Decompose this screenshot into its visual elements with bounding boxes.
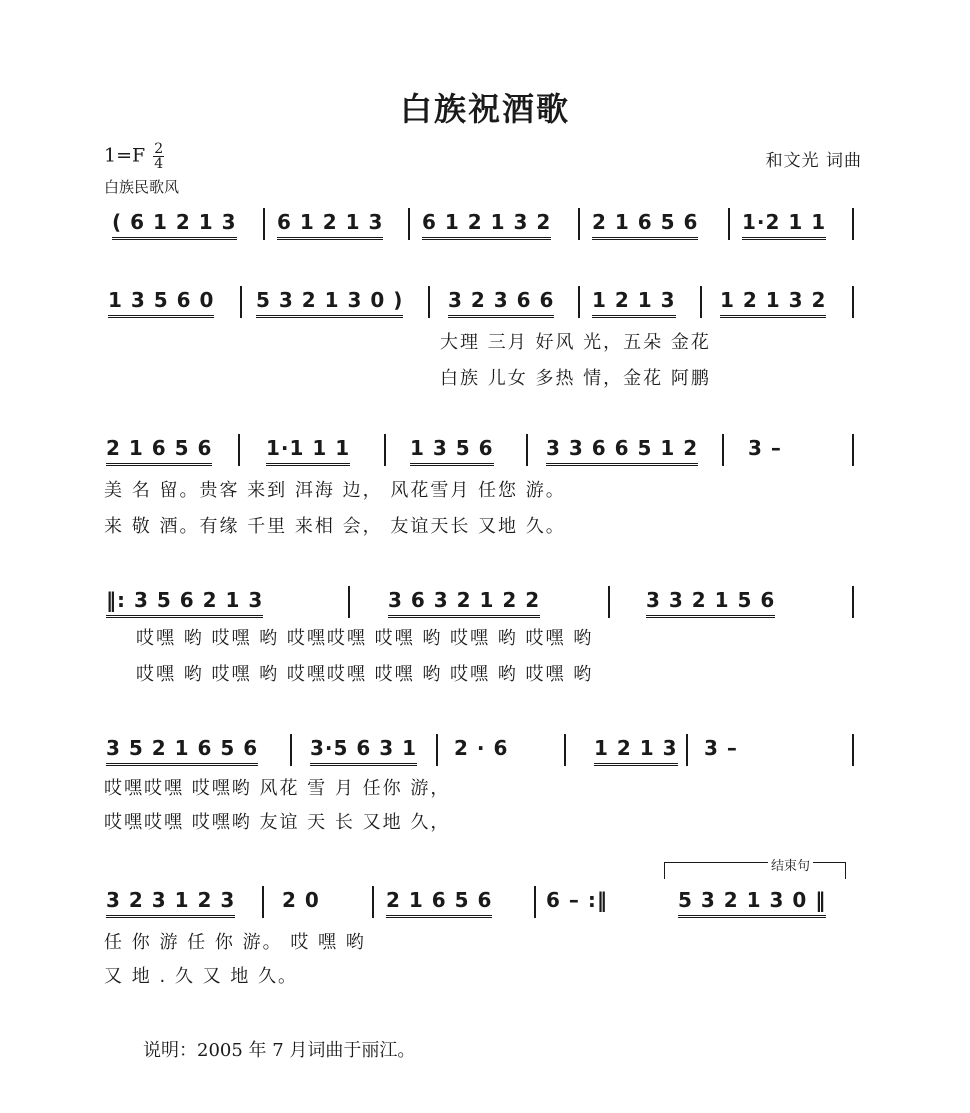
measure: 1 3 5 6 0 [108, 288, 214, 318]
measure: 3 2 3 1 2 3 [106, 888, 235, 918]
measure: 1 3 5 6 [410, 436, 494, 466]
barline [526, 434, 528, 466]
lyric-line-1: 美 名 留。贵客 来到 洱海 边， 风花雪月 任您 游。 [104, 480, 566, 501]
measure: 5 3 2 1 3 0 ‖ [678, 888, 826, 918]
style-label: 白族民歌风 [104, 178, 180, 196]
time-signature-top: 2 [154, 141, 164, 157]
measure: 3 3 2 1 5 6 [646, 588, 775, 618]
barline [852, 734, 854, 766]
song-title: 白族祝酒歌 [399, 90, 570, 128]
measure: 3 2 3 6 6 [448, 288, 554, 318]
ending-bracket [664, 862, 846, 879]
measure: 2 1 6 5 6 [106, 436, 212, 466]
time-signature-bottom: 4 [154, 156, 164, 172]
barline [852, 286, 854, 318]
measure: 2 · 6 [454, 736, 509, 760]
barline [852, 434, 854, 466]
lyric-line-2: 哎嘿 哟 哎嘿 哟 哎嘿哎嘿 哎嘿 哟 哎嘿 哟 哎嘿 哟 [136, 664, 594, 685]
barline [372, 886, 374, 918]
lyric-line-2: 来 敬 酒。有缘 千里 来相 会， 友谊天长 又地 久。 [104, 516, 566, 537]
measure: 1·1 1 1 [266, 436, 350, 466]
measure: ‖: 3 5 6 2 1 3 [106, 588, 263, 618]
barline [608, 586, 610, 618]
barline [384, 434, 386, 466]
ending-label: 结束句 [768, 855, 813, 874]
author-credit: 和文光 词曲 [765, 151, 862, 171]
barline [348, 586, 350, 618]
barline [578, 286, 580, 318]
barline [700, 286, 702, 318]
measure: 2 1 6 5 6 [592, 210, 698, 240]
measure: 6 1 2 1 3 2 [422, 210, 551, 240]
measure: 3 6 3 2 1 2 2 [388, 588, 540, 618]
measure: ( 6 1 2 1 3 [112, 210, 237, 240]
barline [578, 208, 580, 240]
barline [722, 434, 724, 466]
barline [728, 208, 730, 240]
barline [408, 208, 410, 240]
measure: 6 – :‖ [546, 888, 608, 912]
measure: 3 3 6 6 5 1 2 [546, 436, 698, 466]
lyric-line-2: 又 地 . 久 又 地 久。 [104, 966, 299, 987]
barline [262, 886, 264, 918]
barline [852, 586, 854, 618]
measure: 5 3 2 1 3 0 ) [256, 288, 403, 318]
barline [852, 208, 854, 240]
measure: 1 2 1 3 2 [720, 288, 826, 318]
barline [564, 734, 566, 766]
time-signature [153, 142, 164, 171]
lyric-line-1: 大理 三月 好风 光，五朵 金花 [440, 332, 711, 353]
lyric-line-1: 哎嘿 哟 哎嘿 哟 哎嘿哎嘿 哎嘿 哟 哎嘿 哟 哎嘿 哟 [136, 628, 594, 649]
barline [436, 734, 438, 766]
barline [240, 286, 242, 318]
measure: 3 5 2 1 6 5 6 [106, 736, 258, 766]
lyric-line-1: 任 你 游 任 你 游。 哎 嘿 哟 [104, 932, 366, 953]
barline [290, 734, 292, 766]
measure: 2 0 [282, 888, 320, 912]
measure: 3 – [704, 736, 738, 760]
measure: 1 2 1 3 [592, 288, 676, 318]
measure: 3·5 6 3 1 [310, 736, 417, 766]
measure: 3 – [748, 436, 782, 460]
key-signature [104, 142, 164, 171]
lyric-line-1: 哎嘿哎嘿 哎嘿哟 风花 雪 月 任你 游， [104, 778, 451, 799]
barline [428, 286, 430, 318]
barline [686, 734, 688, 766]
barline [263, 208, 265, 240]
measure: 1·2 1 1 [742, 210, 826, 240]
measure: 6 1 2 1 3 [277, 210, 383, 240]
measure: 2 1 6 5 6 [386, 888, 492, 918]
measure: 1 2 1 3 [594, 736, 678, 766]
lyric-line-2: 白族 儿女 多热 情，金花 阿鹏 [440, 368, 711, 389]
barline [238, 434, 240, 466]
barline [534, 886, 536, 918]
lyric-line-2: 哎嘿哎嘿 哎嘿哟 友谊 天 长 又地 久， [104, 812, 451, 833]
footnote: 说明：2005 年 7 月词曲于丽江。 [143, 1040, 416, 1061]
key-label: 1=F [104, 144, 146, 167]
